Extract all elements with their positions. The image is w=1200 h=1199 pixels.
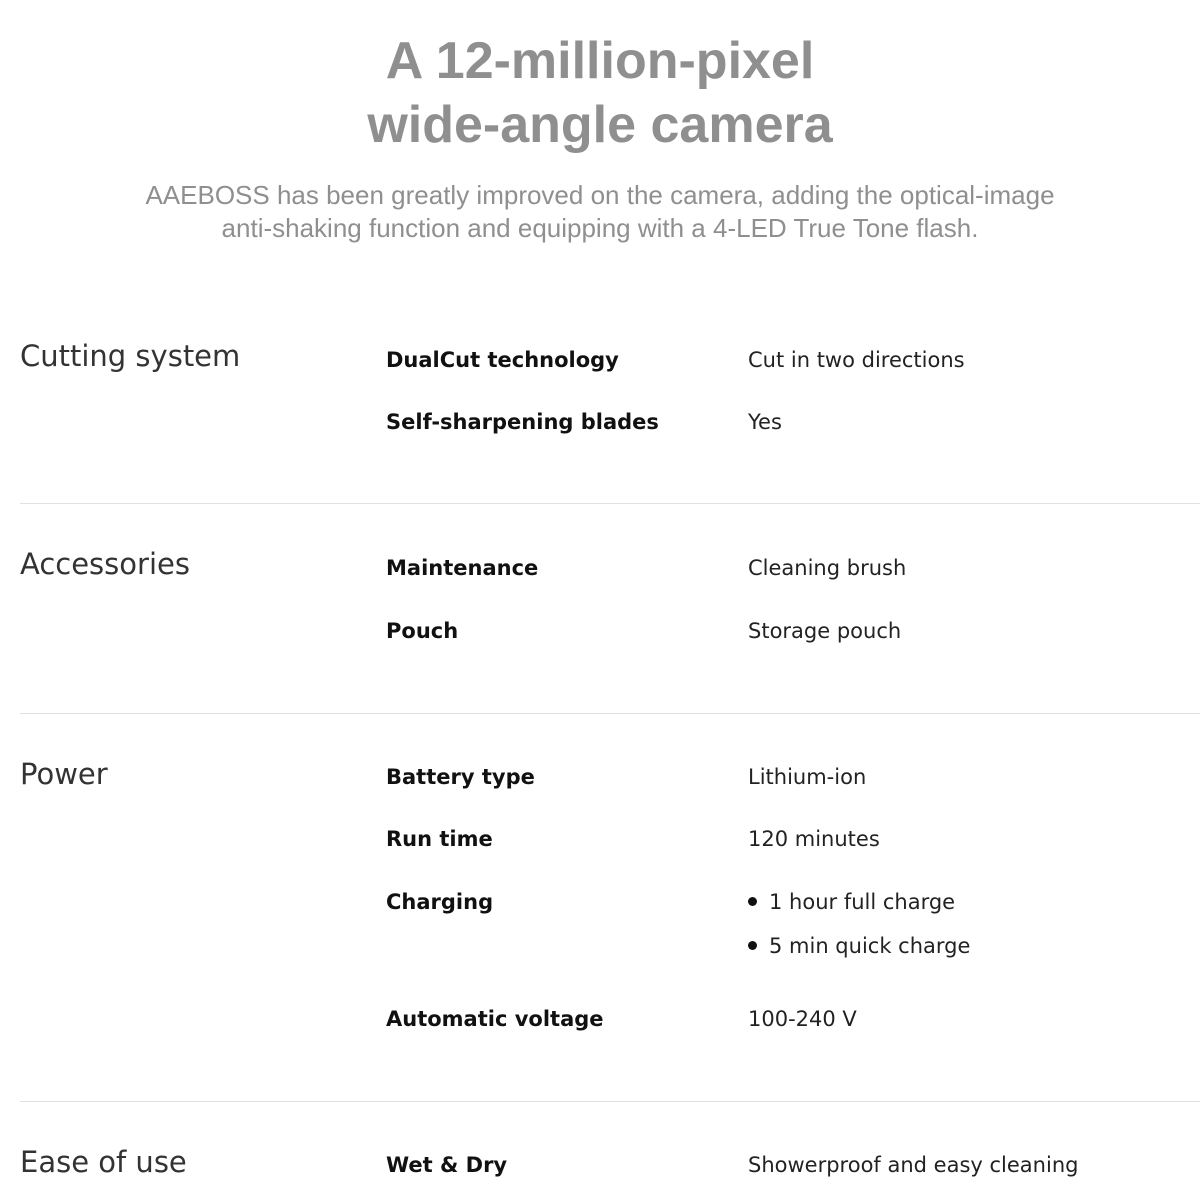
spec-label: Wet & Dry	[386, 1153, 508, 1177]
spec-label: Run time	[386, 827, 493, 851]
spec-value: Storage pouch	[748, 619, 902, 643]
spec-value: Yes	[748, 410, 782, 434]
section-divider	[20, 503, 1200, 504]
spec-label: Self-sharpening blades	[386, 410, 659, 434]
spec-value: Cleaning brush	[748, 556, 907, 580]
spec-label: Pouch	[386, 619, 459, 643]
section-divider	[20, 713, 1200, 714]
spec-value: Cut in two directions	[748, 348, 965, 372]
spec-value: 120 minutes	[748, 827, 880, 851]
spec-bullet-item	[748, 932, 970, 960]
hero-subtitle-line-1: AAEBOSS has been greatly improved on the camera, adding the optical-image	[145, 180, 1055, 210]
spec-value: Lithium-ion	[748, 765, 867, 789]
spec-label: Maintenance	[386, 556, 539, 580]
hero-subtitle-line-2: anti-shaking function and equipping with a 4-LED True Tone flash.	[221, 213, 979, 243]
section-title: Cutting system	[20, 339, 241, 373]
section-title: Ease of use	[20, 1145, 187, 1179]
bullet-icon	[748, 897, 757, 906]
spec-label: Automatic voltage	[386, 1007, 604, 1031]
hero-title-line-2: wide-angle camera	[367, 96, 833, 154]
spec-value: Showerproof and easy cleaning	[748, 1153, 1079, 1177]
spec-label: DualCut technology	[386, 348, 619, 372]
section-title: Accessories	[20, 547, 190, 581]
spec-bullet-text: 1 hour full charge	[769, 890, 956, 914]
spec-value: 100-240 V	[748, 1007, 857, 1031]
hero-title-line-1: A 12-million-pixel	[385, 32, 815, 90]
spec-label: Charging	[386, 890, 494, 914]
spec-bullet-item	[748, 888, 955, 916]
section-title: Power	[20, 757, 108, 791]
section-divider	[20, 1101, 1200, 1102]
spec-bullet-text: 5 min quick charge	[769, 934, 971, 958]
spec-label: Battery type	[386, 765, 535, 789]
bullet-icon	[748, 941, 757, 950]
